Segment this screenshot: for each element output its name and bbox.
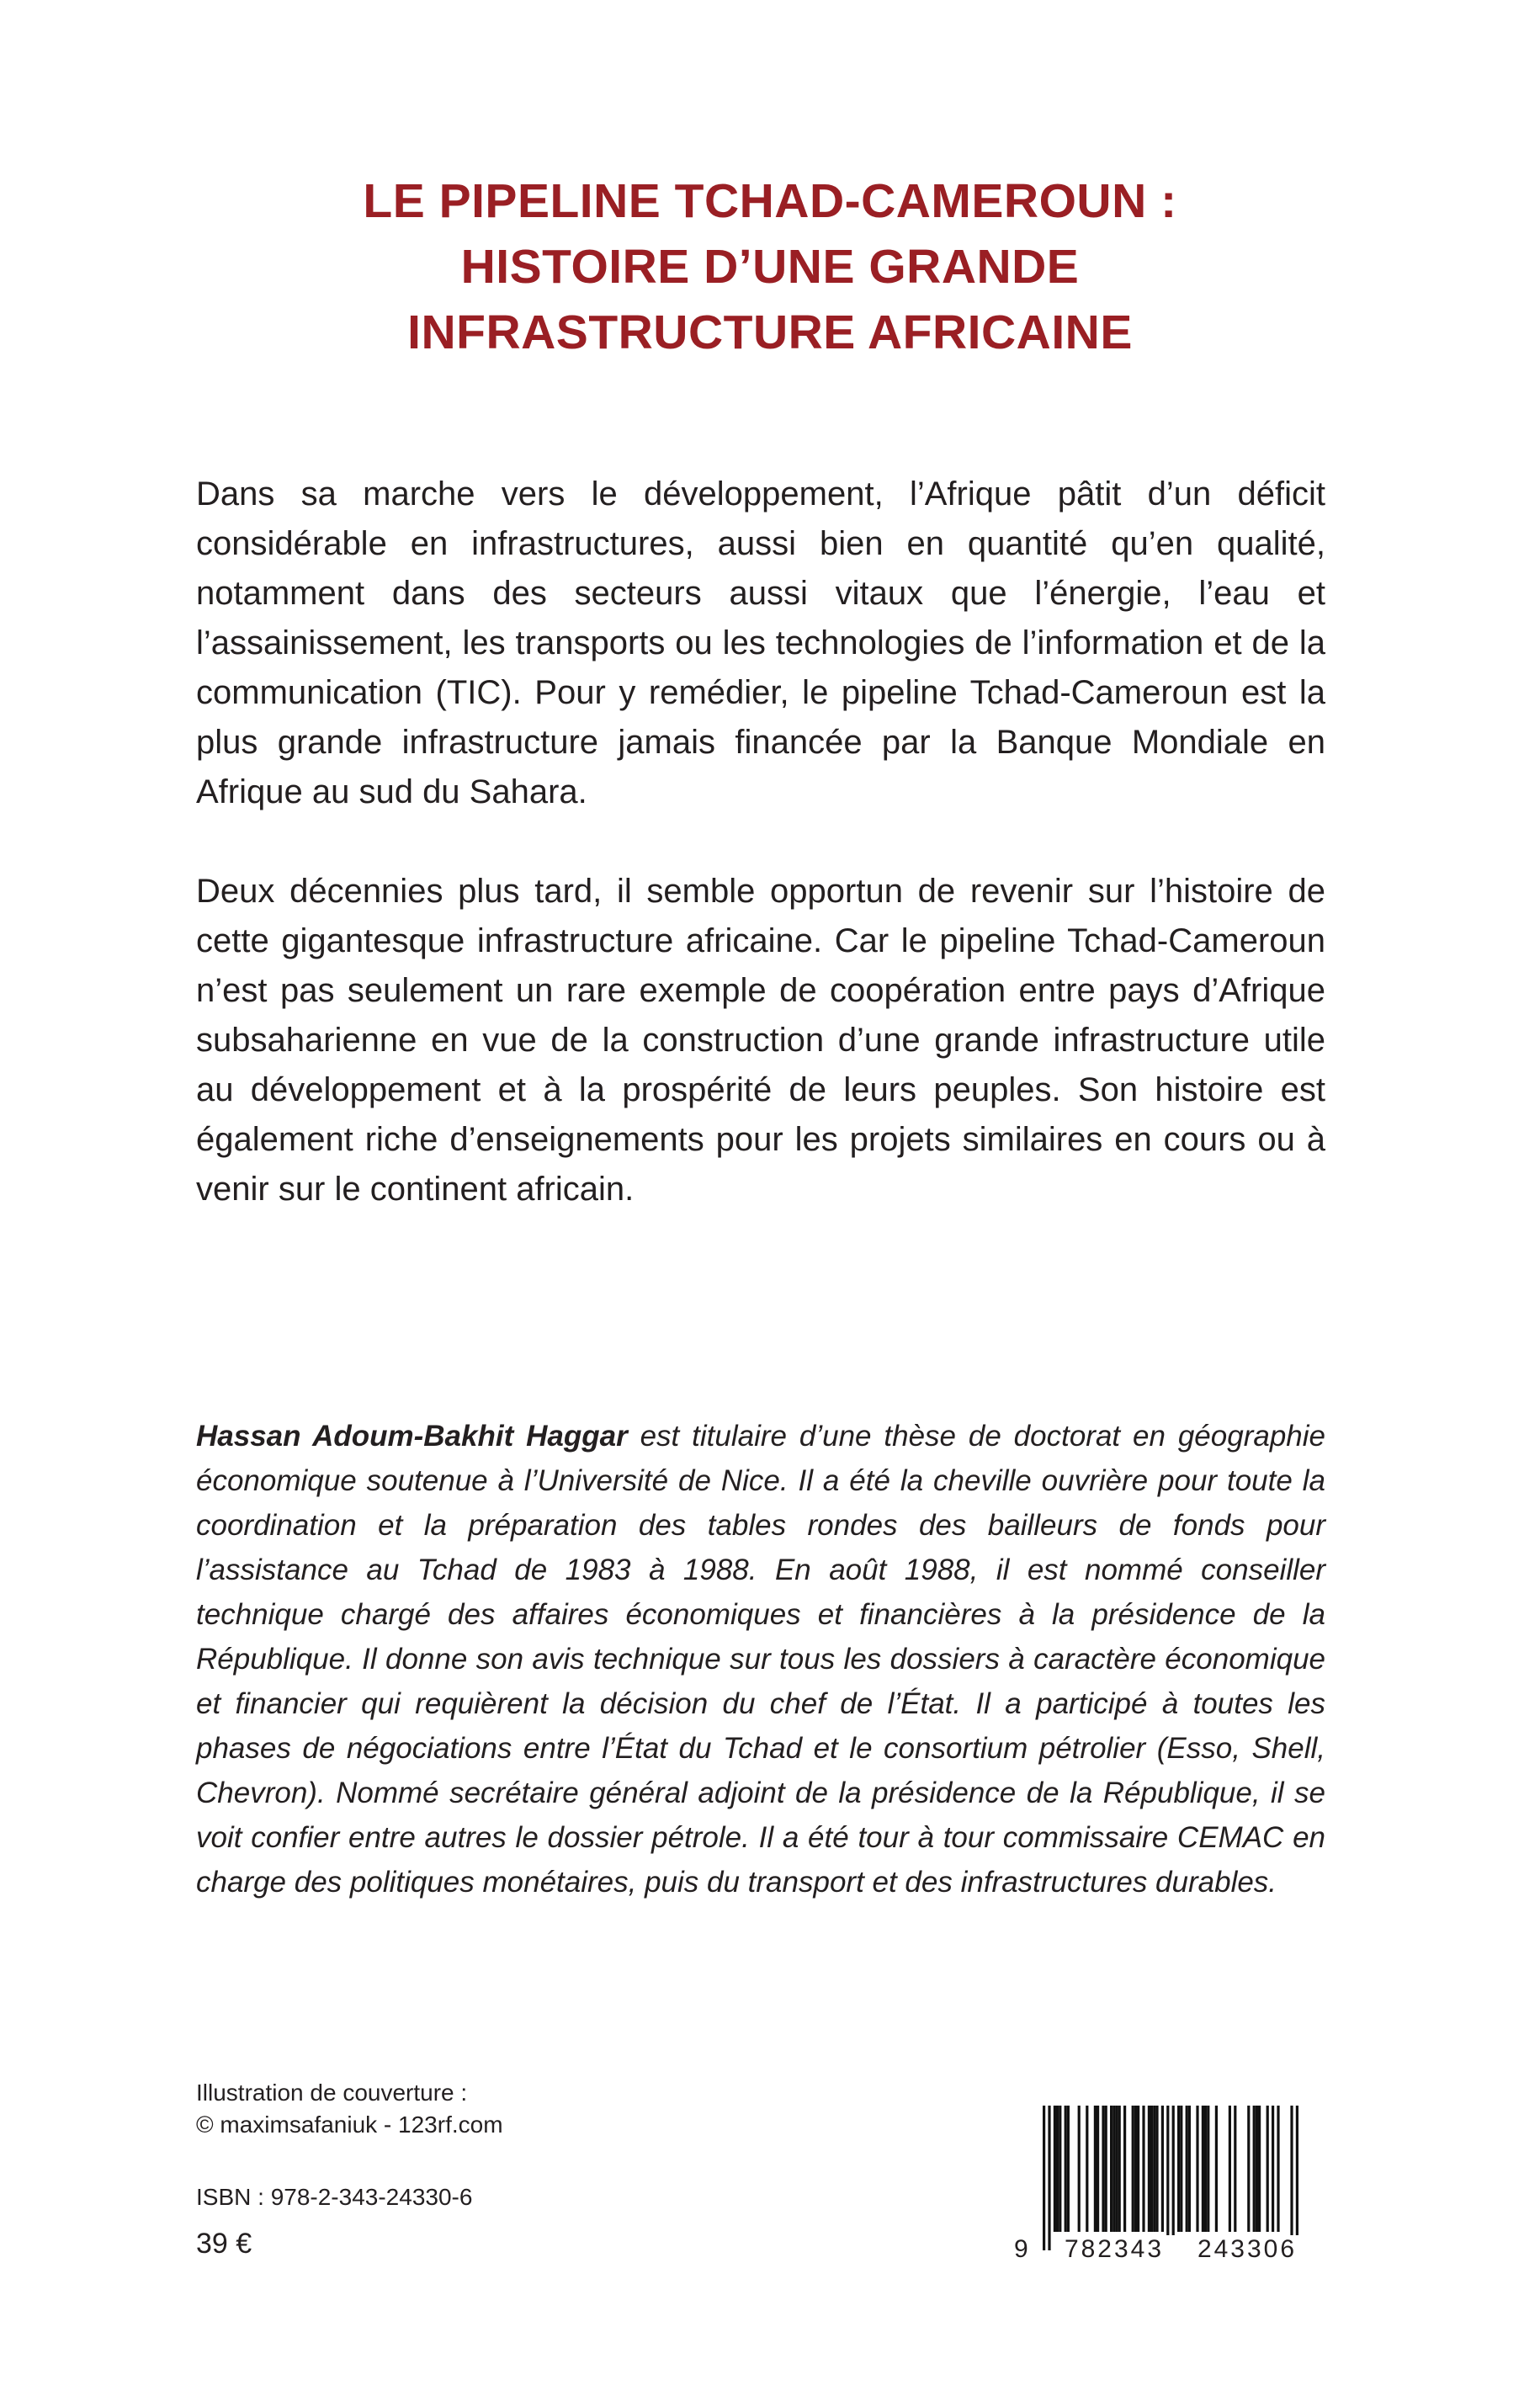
barcode-bar: [1097, 2106, 1099, 2232]
barcode-bar: [1123, 2106, 1126, 2232]
barcode-bar: [1132, 2106, 1134, 2232]
barcode-bar: [1142, 2106, 1144, 2232]
barcode-bar: [1134, 2106, 1137, 2232]
illustration-label: Illustration de couverture :: [196, 2080, 468, 2106]
title-line-1: LE PIPELINE TCHAD-CAMEROUN :: [363, 174, 1177, 228]
barcode-bar: [1153, 2106, 1155, 2232]
barcode-lead-digit: 9: [1014, 2235, 1036, 2264]
barcode-bar: [1296, 2106, 1298, 2250]
barcode-bar: [1078, 2106, 1081, 2232]
barcode-bar: [1067, 2106, 1070, 2232]
barcode-bar: [1229, 2106, 1231, 2232]
barcode-bar: [1054, 2106, 1056, 2232]
barcode-bar: [1110, 2106, 1113, 2232]
barcode-bar: [1267, 2106, 1269, 2232]
barcode-bar: [1166, 2106, 1169, 2250]
barcode-bar: [1148, 2106, 1150, 2232]
barcode-bar: [1118, 2106, 1121, 2232]
price: 39 €: [196, 2228, 252, 2260]
barcode-bar: [1161, 2106, 1164, 2232]
barcode-bar: [1115, 2106, 1118, 2232]
author-name: Hassan Adoum-Bakhit Haggar: [196, 1420, 628, 1453]
book-title: [0, 168, 1540, 365]
barcode-bar: [1043, 2106, 1045, 2250]
barcode-bar: [1094, 2106, 1097, 2232]
barcode-bar: [1056, 2106, 1059, 2232]
barcode-group-2: 243306: [1184, 2235, 1310, 2264]
barcode-bar: [1105, 2106, 1107, 2232]
barcode-bar: [1215, 2106, 1218, 2232]
barcode-group-1: 782343: [1051, 2235, 1177, 2264]
barcode-bar: [1048, 2106, 1050, 2250]
barcode-bar: [1065, 2106, 1067, 2232]
author-bio: [196, 1414, 1325, 1904]
barcode-bar: [1086, 2106, 1088, 2232]
barcode-bar: [1113, 2106, 1115, 2232]
summary-paragraph-1: Dans sa marche vers le développement, l’Afrique pâtit d’un déficit considérable en infrastructures, aussi bien en quantité qu’en qualité, notamment dans des secteurs aussi vitaux que l’énergie, l’eau et l’assainissement, les transports ou les technologies de l’information et de la communication (TIC). Pour y remédier, le pipeline Tchad-Cameroun est la plus grande infrastructure jamais financée par la Banque Mondiale en Afrique au sud du Sahara.: [196, 475, 1325, 810]
barcode-bar: [1256, 2106, 1258, 2232]
barcode-bar: [1186, 2106, 1188, 2232]
barcode-bar: [1137, 2106, 1139, 2232]
barcode-bar: [1102, 2106, 1104, 2232]
barcode-bar: [1150, 2106, 1153, 2232]
barcode-bar: [1234, 2106, 1236, 2232]
barcode-bar: [1180, 2106, 1182, 2232]
cover-credit: [196, 2077, 503, 2141]
barcode-digits: [1014, 2232, 1325, 2271]
barcode-bar: [1059, 2106, 1061, 2232]
barcode-bar: [1204, 2106, 1207, 2232]
barcode-bar: [1202, 2106, 1204, 2232]
illustration-source: © maximsafaniuk - 123rf.com: [196, 2111, 503, 2138]
barcode-bar: [1290, 2106, 1293, 2250]
barcode-bar: [1277, 2106, 1279, 2232]
title-line-2: HISTOIRE D’UNE GRANDE: [460, 240, 1080, 294]
barcode-bar: [1247, 2106, 1250, 2232]
title-line-3: INFRASTRUCTURE AFRICAINE: [407, 305, 1133, 359]
barcode-bar: [1188, 2106, 1191, 2232]
barcode-bar: [1258, 2106, 1261, 2232]
barcode-bar: [1253, 2106, 1256, 2232]
barcode-bar: [1155, 2106, 1158, 2232]
barcode-bar: [1177, 2106, 1180, 2232]
barcode-bar: [1172, 2106, 1175, 2250]
barcode-bar: [1196, 2106, 1198, 2232]
barcode-bar: [1207, 2106, 1209, 2232]
summary-paragraph-2: Deux décennies plus tard, il semble opportun de revenir sur l’histoire de cette gigantesque infrastructure africaine. Car le pipeline Tchad-Cameroun n’est pas seulement un rare exemple de coopération entre pays d’Afrique subsaharienne en vue de la construction d’une grande infrastructure utile au développement et à la prospérité de leurs peuples. Son histoire est également riche d’enseignements pour les projets similaires en cours ou à venir sur le continent africain.: [196, 873, 1325, 1208]
barcode: [1014, 2106, 1325, 2271]
isbn: ISBN : 978-2-343-24330-6: [196, 2184, 473, 2210]
barcode-bar: [1272, 2106, 1274, 2232]
author-bio-text: est titulaire d’une thèse de doctorat en géographie économique soutenue à l’Université de Nice. Il a été la cheville ouvrière pour toute la coordination et la préparation des tables rondes des bailleurs de fonds pour l’assistance au Tchad de 1983 à 1988. En août 1988, il est nommé conseiller technique chargé des affaires économiques et financières à la présidence de la République. Il donne son avis technique sur tous les dossiers à caractère économique et financier qui requièrent la décision du chef de l’État. Il a participé à toutes les phases de négociations entre l’État du Tchad et le consortium pétrolier (Esso, Shell, Chevron). Nommé secrétaire général adjoint de la présidence de la République, il se voit confier entre autres le dossier pétrole. Il a été tour à tour commissaire CEMAC en charge des politiques monétaires, puis du transport et des infrastructures durables.: [196, 1420, 1325, 1899]
